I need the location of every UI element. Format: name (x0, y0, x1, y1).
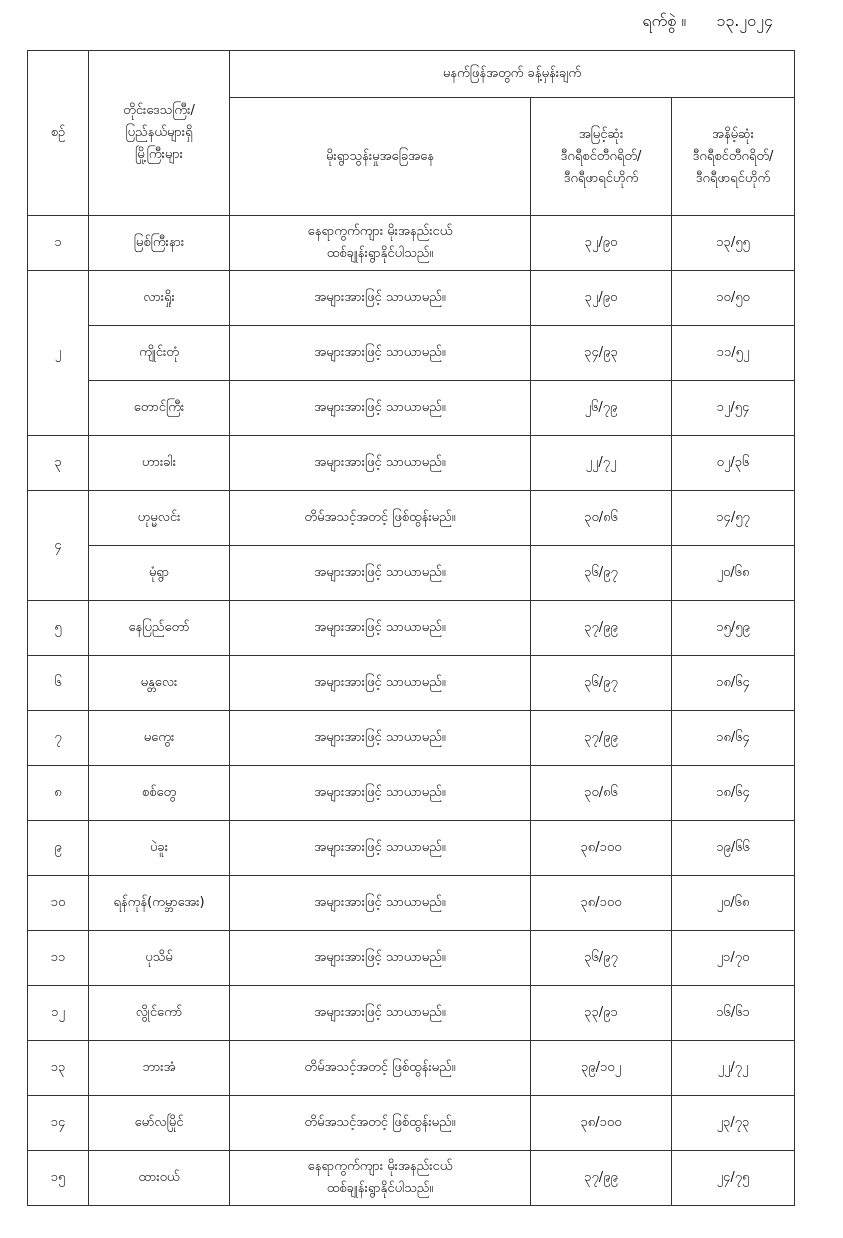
cell-min-temp: ၁၅/၅၉ (672, 601, 795, 656)
cell-condition: တိမ်အသင့်အတင့် ဖြစ်ထွန်းမည်။ (230, 491, 531, 546)
cell-condition: အများအားဖြင့် သာယာမည်။ (230, 986, 531, 1041)
cell-min-temp: ၁၂/၅၄ (672, 381, 795, 436)
cell-min-temp: ၁၃/၅၅ (672, 216, 795, 271)
cell-city: လွိုင်ကော် (89, 986, 230, 1041)
table-row (28, 216, 795, 271)
cell-city: မကွေး (89, 711, 230, 766)
header-condition: မိုးရွာသွန်းမှုအခြေအနေ (230, 98, 531, 216)
cell-city: မြစ်ကြီးနား (89, 216, 230, 271)
table-row (28, 546, 795, 601)
cell-condition: အများအားဖြင့် သာယာမည်။ (230, 876, 531, 931)
table-row (28, 821, 795, 876)
table-row (28, 1096, 795, 1151)
cell-city: ကျိုင်းတုံ (89, 326, 230, 381)
cell-city: မုံရွာ (89, 546, 230, 601)
table-row (28, 766, 795, 821)
cell-min-temp: ၁၆/၆၁ (672, 986, 795, 1041)
table-row (28, 931, 795, 986)
cell-no: ၁၂ (28, 986, 89, 1041)
cell-max-temp: ၂၆/၇၉ (531, 381, 672, 436)
cell-max-temp: ၃၈/၁၀၀ (531, 1096, 672, 1151)
cell-no: ၁၅ (28, 1151, 89, 1206)
cell-condition: တိမ်အသင့်အတင့် ဖြစ်ထွန်းမည်။ (230, 1096, 531, 1151)
cell-max-temp: ၃၇/၉၉ (531, 711, 672, 766)
cell-condition: အများအားဖြင့် သာယာမည်။ (230, 436, 531, 491)
cell-city: ဟားခါး (89, 436, 230, 491)
cell-condition: အများအားဖြင့် သာယာမည်။ (230, 326, 531, 381)
cell-min-temp: ၂၂/၇၂ (672, 1041, 795, 1096)
cell-max-temp: ၃၄/၉၃ (531, 326, 672, 381)
table-header (28, 51, 795, 216)
cell-min-temp: ၁၉/၆၆ (672, 821, 795, 876)
cell-max-temp: ၃၈/၁၀၀ (531, 821, 672, 876)
cell-min-temp: ၁၀/၅၀ (672, 271, 795, 326)
table-row (28, 986, 795, 1041)
cell-city: ရန်ကုန်(ကမ္ဘာအေး) (89, 876, 230, 931)
cell-min-temp: ၂၃/၇၃ (672, 1096, 795, 1151)
cell-no: ၉ (28, 821, 89, 876)
cell-max-temp: ၃၆/၉၇ (531, 546, 672, 601)
cell-max-temp: ၃၇/၉၉ (531, 1151, 672, 1206)
header-city: တိုင်းဒေသကြီး/ ပြည်နယ်များရှိ မြို့ကြီးများ (89, 51, 230, 216)
date-value: ၁၃.၂၀၂၄ (716, 11, 773, 30)
cell-city: ဟုမ္မလင်း (89, 491, 230, 546)
cell-condition: အများအားဖြင့် သာယာမည်။ (230, 711, 531, 766)
header-max-temp: အမြင့်ဆုံး ဒီဂရီစင်တီဂရိတ်/ ဒီဂရီဖာရင်ဟိုက် (531, 98, 672, 216)
cell-no: ၄ (28, 491, 89, 601)
cell-condition: အများအားဖြင့် သာယာမည်။ (230, 931, 531, 986)
report-date (642, 10, 773, 34)
cell-min-temp: ၂၁/၇၀ (672, 931, 795, 986)
cell-no: ၁ (28, 216, 89, 271)
cell-max-temp: ၃၀/၈၆ (531, 766, 672, 821)
cell-min-temp: ၂၀/၆၈ (672, 876, 795, 931)
cell-min-temp: ၂၀/၆၈ (672, 546, 795, 601)
cell-min-temp: ၁၄/၅၇ (672, 491, 795, 546)
table-row (28, 601, 795, 656)
cell-city: နေပြည်တော် (89, 601, 230, 656)
table-row (28, 876, 795, 931)
cell-max-temp: ၃၉/၁၀၂ (531, 1041, 672, 1096)
table-row (28, 381, 795, 436)
cell-max-temp: ၂၂/၇၂ (531, 436, 672, 491)
cell-no: ၁၃ (28, 1041, 89, 1096)
cell-min-temp: ၁၈/၆၄ (672, 711, 795, 766)
cell-no: ၆ (28, 656, 89, 711)
table-row (28, 711, 795, 766)
table-row (28, 1151, 795, 1206)
cell-max-temp: ၃၂/၉၀ (531, 271, 672, 326)
table-row (28, 271, 795, 326)
cell-no: ၁၁ (28, 931, 89, 986)
cell-min-temp: ၁၈/၆၄ (672, 656, 795, 711)
cell-no: ၁၄ (28, 1096, 89, 1151)
cell-city: လားရှိုး (89, 271, 230, 326)
cell-min-temp: ၂၄/၇၅ (672, 1151, 795, 1206)
table-row (28, 436, 795, 491)
cell-city: မန္တလေး (89, 656, 230, 711)
cell-city: စစ်တွေ (89, 766, 230, 821)
header-forecast-group: မနက်ဖြန်အတွက် ခန့်မှန်းချက် (230, 51, 795, 98)
table-row (28, 1041, 795, 1096)
cell-city: ဘားအံ (89, 1041, 230, 1096)
cell-condition: တိမ်အသင့်အတင့် ဖြစ်ထွန်းမည်။ (230, 1041, 531, 1096)
cell-condition: အများအားဖြင့် သာယာမည်။ (230, 271, 531, 326)
cell-no: ၃ (28, 436, 89, 491)
cell-no: ၈ (28, 766, 89, 821)
cell-no: ၅ (28, 601, 89, 656)
weather-forecast-table (27, 50, 795, 1206)
cell-max-temp: ၃၃/၉၁ (531, 986, 672, 1041)
header-no: စဉ် (28, 51, 89, 216)
table-row (28, 326, 795, 381)
cell-condition: အများအားဖြင့် သာယာမည်။ (230, 381, 531, 436)
cell-city: ပုသိမ် (89, 931, 230, 986)
cell-max-temp: ၃၈/၁၀၀ (531, 876, 672, 931)
cell-condition: အများအားဖြင့် သာယာမည်။ (230, 546, 531, 601)
cell-min-temp: ၀၂/၃၆ (672, 436, 795, 491)
cell-max-temp: ၃၂/၉၀ (531, 216, 672, 271)
cell-max-temp: ၃၀/၈၆ (531, 491, 672, 546)
cell-max-temp: ၃၆/၉၇ (531, 656, 672, 711)
cell-condition: အများအားဖြင့် သာယာမည်။ (230, 601, 531, 656)
cell-city: မော်လမြိုင် (89, 1096, 230, 1151)
table-body (28, 216, 795, 1206)
cell-city: ထားဝယ် (89, 1151, 230, 1206)
cell-no: ၂ (28, 271, 89, 436)
cell-city: ပဲခူး (89, 821, 230, 876)
cell-condition: နေရာကွက်ကျား မိုးအနည်းငယ် ထစ်ချုန်းရွာနိုင်ပါသည်။ (230, 216, 531, 271)
cell-condition: နေရာကွက်ကျား မိုးအနည်းငယ် ထစ်ချုန်းရွာနိုင်ပါသည်။ (230, 1151, 531, 1206)
cell-min-temp: ၁၁/၅၂ (672, 326, 795, 381)
cell-max-temp: ၃၇/၉၉ (531, 601, 672, 656)
cell-no: ၁၀ (28, 876, 89, 931)
table-row (28, 656, 795, 711)
cell-condition: အများအားဖြင့် သာယာမည်။ (230, 766, 531, 821)
cell-condition: အများအားဖြင့် သာယာမည်။ (230, 656, 531, 711)
cell-max-temp: ၃၆/၉၇ (531, 931, 672, 986)
cell-condition: အများအားဖြင့် သာယာမည်။ (230, 821, 531, 876)
cell-city: တောင်ကြီး (89, 381, 230, 436)
header-min-temp: အနိမ့်ဆုံး ဒီဂရီစင်တီဂရိတ်/ ဒီဂရီဖာရင်ဟိုက် (672, 98, 795, 216)
cell-no: ၇ (28, 711, 89, 766)
date-label: ရက်စွဲ ။ (642, 11, 687, 30)
cell-min-temp: ၁၈/၆၄ (672, 766, 795, 821)
table-row (28, 491, 795, 546)
